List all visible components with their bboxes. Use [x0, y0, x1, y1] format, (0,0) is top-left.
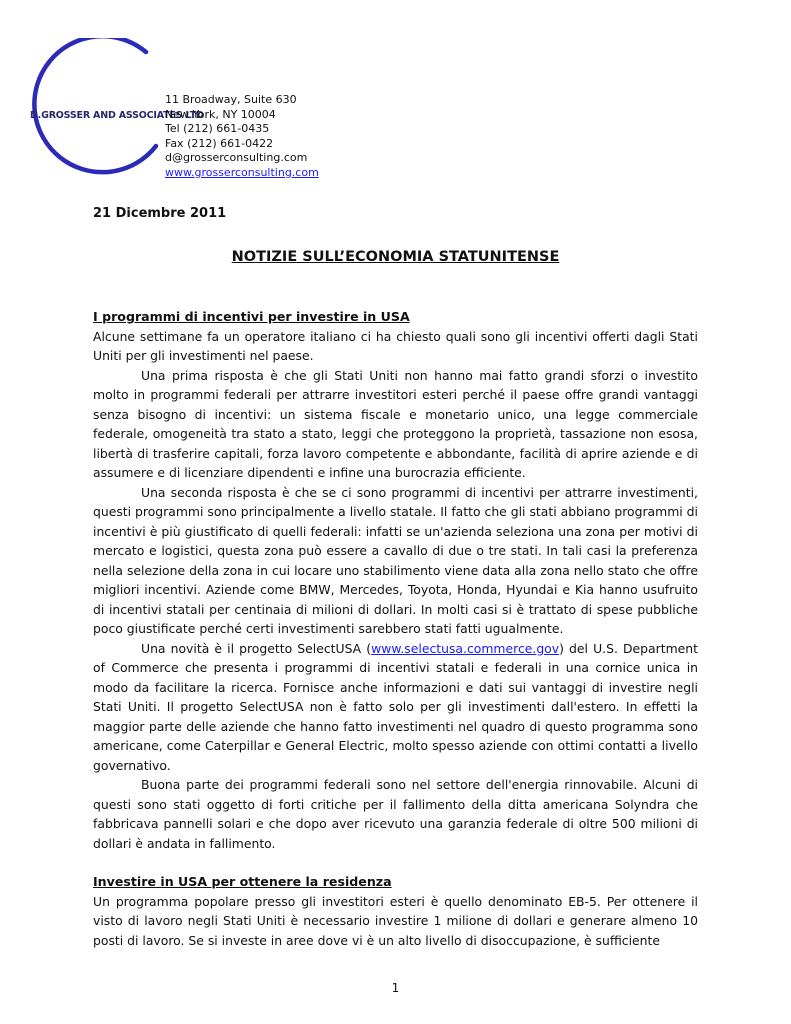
- fax-line: Fax (212) 661-0422: [165, 136, 274, 150]
- paragraph: Alcune settimane fa un operatore italiano ci ha chiesto quali sono gli incentivi offerti dagli Stati Uniti per gli investimenti nel paese.: [93, 328, 698, 363]
- paragraph: Un programma popolare presso gli investitori esteri è quello denominato EB-5. Per ottenere il visto di lavoro negli Stati Uniti è necessario investire 1 milione di dollari e generare almeno 10 posti di lavoro. Se si investe in aree dove vi è un alto livello di disoccupazione, è sufficiente: [93, 893, 698, 948]
- document-body: [93, 307, 698, 950]
- website-link[interactable]: www.grosserconsulting.com: [165, 165, 319, 179]
- paragraph-text: ) del U.S. Department of Commerce che presenta i programmi di incentivi statali e federali in una cornice unica in modo da facilitare la ricerca. Fornisce anche informazioni e dati sui vantaggi di investire negli Stati Uniti. Il progetto SelectUSA non è fatto solo per gli investimenti dall'estero. In effetti la maggior parte delle aziende che hanno fatto investimenti nel quadro di questo programma sono americane, come Caterpillar e General Electric, molto spesso aziende con ottimi contatti a livello governativo.: [93, 640, 698, 773]
- address-line: New York, NY 10004: [165, 107, 276, 121]
- page-title: NOTIZIE SULL’ECONOMIA STATUNITENSE: [231, 249, 560, 265]
- paragraph: Buona parte dei programmi federali sono nel settore dell'energia rinnovabile. Alcuni di questi sono stati oggetto di forti critiche per il fallimento della ditta americana Solyndra che fabbricava pannelli solari e che dopo aver ricevuto una garanzia federale di oltre 500 milioni di dollari è andata in fallimento.: [93, 777, 698, 851]
- paragraph: Una prima risposta è che gli Stati Uniti non hanno mai fatto grandi sforzi o investito molto in programmi federali per attrarre investitori esteri perché il paese offre grandi vantaggi senza bisogno di incentivi: un sistema fiscale e monetario unico, una legge commerciale federale, omogeneità tra stato a stato, leggi che proteggono la proprietà, tassazione non esosa, libertà di trasferire capitali, forza lavoro competente e abbondante, facilità di aprire aziende e di assumere e di licenziare dipendenti e infine una burocrazia efficiente.: [93, 367, 698, 480]
- paragraph-text: Una novità è il progetto SelectUSA (: [141, 640, 372, 656]
- address-block: [165, 93, 319, 181]
- company-name: D.GROSSER AND ASSOCIATES LTD: [30, 110, 204, 121]
- document-date: 21 Dicembre 2011: [93, 206, 227, 221]
- section-heading: I programmi di incentivi per investire in USA: [93, 309, 410, 324]
- phone-line: Tel (212) 661-0435: [165, 122, 270, 136]
- spacer: [93, 853, 698, 872]
- address-line: 11 Broadway, Suite 630: [165, 93, 297, 106]
- email-line: d@grosserconsulting.com: [165, 151, 308, 165]
- page-number: 1: [391, 981, 400, 995]
- selectusa-link[interactable]: www.selectusa.commerce.gov: [371, 640, 560, 656]
- section-heading: Investire in USA per ottenere la residenza: [93, 874, 392, 889]
- paragraph: [93, 639, 698, 776]
- paragraph: Una seconda risposta è che se ci sono programmi di incentivi per attrarre investimenti, questi programmi sono principalmente a livello statale. Il fatto che gli stati abbiano programmi di incentivi è più giustificato di quelli federali: infatti se un'azienda seleziona una zona per motivi di mercato e logistici, questa zona può essere a cavallo di due o tre stati. In tali casi la preferenza nella selezione della zona in cui locare uno stabilimento viene data alla zona nello stato che offre migliori incentivi. Aziende come BMW, Mercedes, Toyota, Honda, Hyundai e Kia hanno usufruito di incentivi statali per centinaia di milioni di dollari. In molti casi si è trattato di spese pubbliche poco giustificate perché certi investimenti sarebbero stati fatti ugualmente.: [93, 484, 698, 636]
